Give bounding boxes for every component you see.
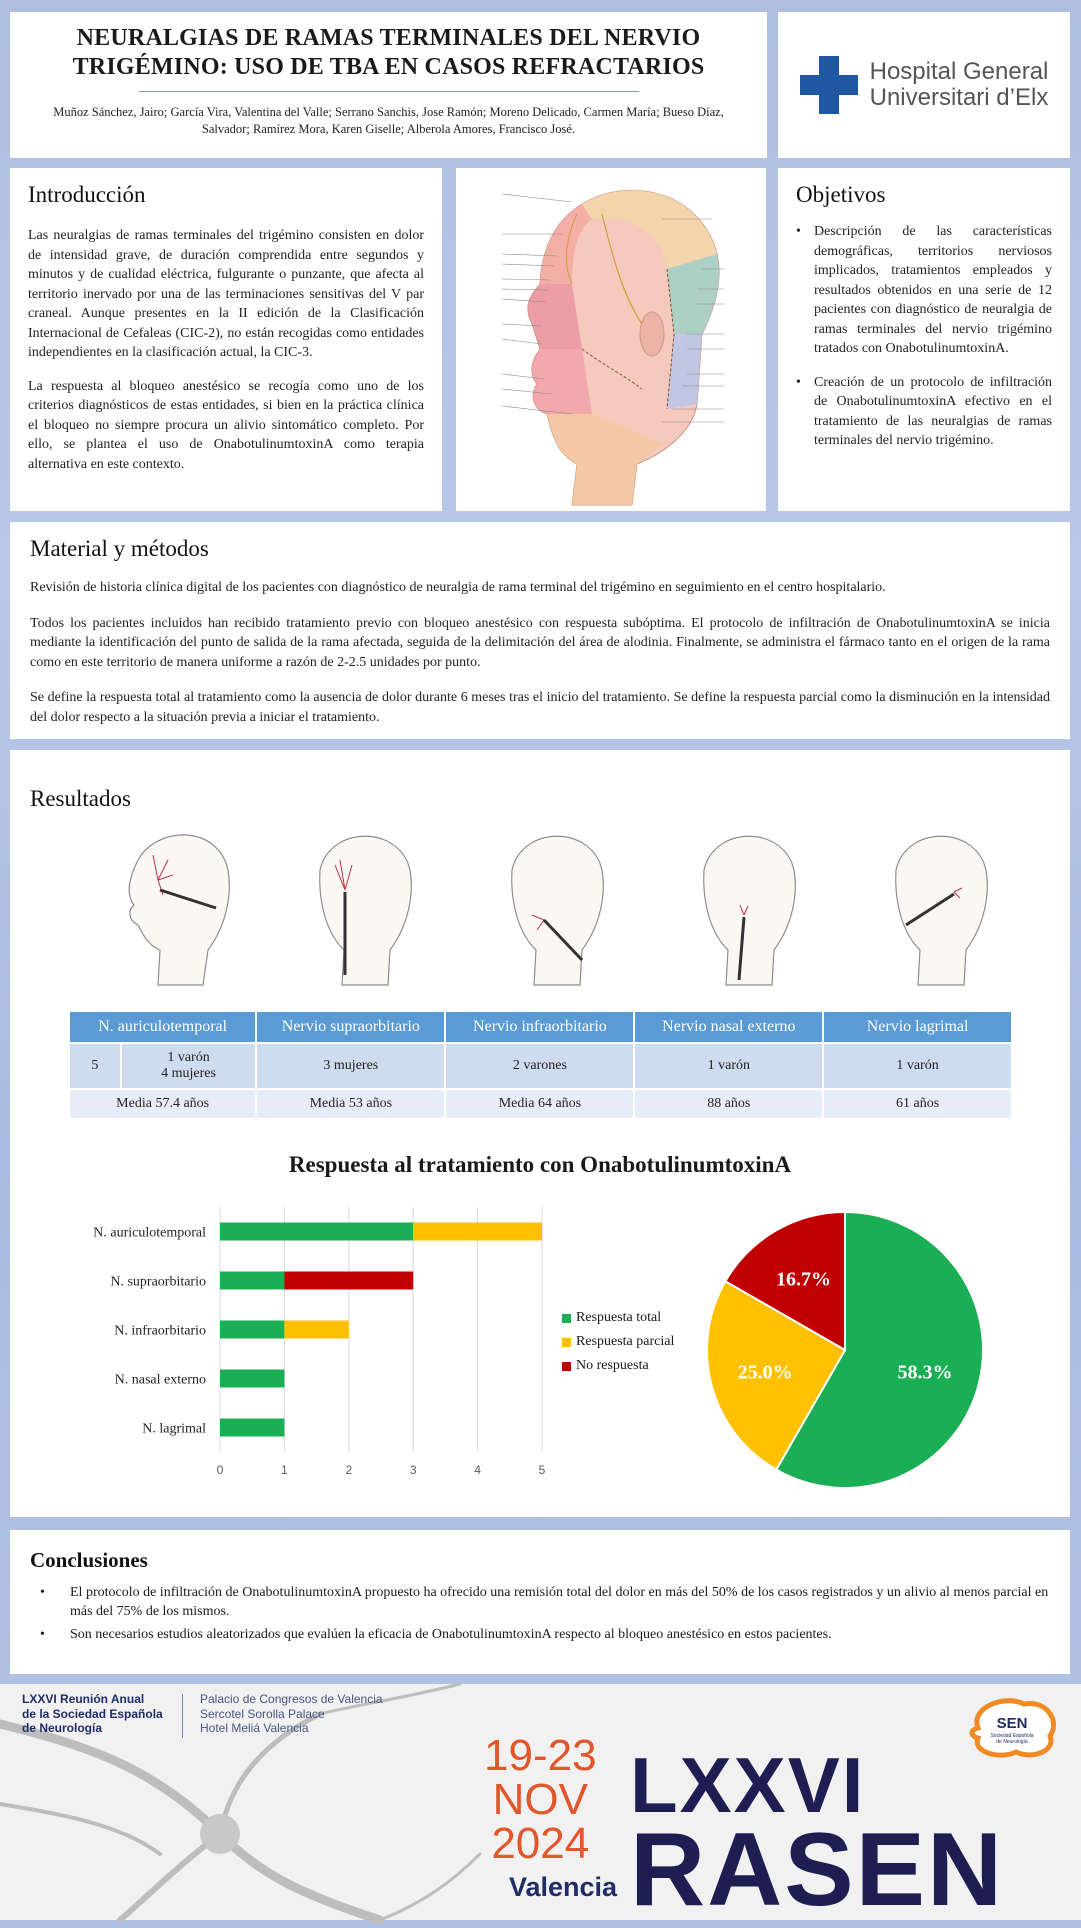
legend-item xyxy=(562,1310,674,1326)
chart-title: Respuesta al tratamiento con OnabotulinumtoxinA xyxy=(288,1152,792,1177)
title-panel xyxy=(10,12,767,158)
table-header: Nervio lagrimal xyxy=(824,1012,1011,1042)
chart-legend xyxy=(562,1310,674,1382)
intro-paragraph-2: La respuesta al bloqueo anestésico se recogía como uno de los criterios diagnósticos de estas entidades, si bien en la práctica clínica el bloqueo no siempre procura un alivio sintomático completo. Por ello, se plantea el uso de OnabotulinumtoxinA como terapia alternativa en este contexto. xyxy=(28,378,424,472)
conclusion-item: • El protocolo de infiltración de OnabotulinumtoxinA propuesto ha ofrecido una remisión total del dolor en más del 50% de los casos registrados y un alivio al menos parcial en más del 75% de los mismos. xyxy=(30,1583,1050,1621)
x-tick-label: 2 xyxy=(345,1463,353,1477)
event-dates: 19-23 xyxy=(484,1731,597,1780)
intro-paragraph-1: Las neuralgias de ramas terminales del trigémino consisten en dolor de intensidad grave, de duración comprendida entre segundos y minutos y de cualidad eléctrica, fulgurante o punzante, que afecta al territorio inervado por una de las terminaciones sensitivas del V par craneal. Aunque presentes en la II edición de la Clasificación Internacional de Cefaleas (CIC-2), no están recogidas como entidades independientes en la clasificación actual, la CIC-3. xyxy=(28,228,424,360)
x-tick-label: 3 xyxy=(409,1463,417,1477)
x-tick-label: 4 xyxy=(474,1463,481,1477)
legend-item xyxy=(562,1334,674,1350)
table-cell: Media 53 años xyxy=(257,1090,444,1118)
table-cell: Media 64 años xyxy=(446,1090,633,1118)
event-city: Valencia xyxy=(508,1872,618,1902)
y-category-label: N. infraorbitario xyxy=(114,1323,206,1339)
bar-segment xyxy=(220,1419,284,1437)
results-heading: Resultados xyxy=(30,786,131,811)
table-cell: 1 varón xyxy=(635,1044,822,1088)
pie-data-label: 58.3% xyxy=(897,1361,953,1384)
title-divider xyxy=(139,91,639,92)
y-category-label: N. lagrimal xyxy=(142,1421,206,1437)
methods-heading: Material y métodos xyxy=(30,536,209,561)
hospital-name-line2: Universitari d’Elx xyxy=(869,84,1049,111)
venue-line: Sercotel Sorolla Palace xyxy=(200,1706,325,1721)
pie-data-label: 25.0% xyxy=(737,1361,793,1384)
x-tick-label: 5 xyxy=(538,1463,546,1477)
bar-segment xyxy=(220,1370,284,1388)
table-cell: 2 varones xyxy=(446,1044,633,1088)
table-cell xyxy=(122,1044,256,1088)
legend-label: Respuesta total xyxy=(576,1310,662,1325)
response-bar-chart xyxy=(40,1195,560,1477)
conclusion-item: • Son necesarios estudios aleatorizados que evalúen la eficacia de OnabotulinumtoxinA respecto al bloqueo anestésico en estos pacientes. xyxy=(30,1625,1050,1644)
demographics-table xyxy=(68,1010,1013,1120)
response-pie-chart xyxy=(700,1205,990,1495)
face-illustration-auriculotemporal xyxy=(98,820,248,990)
legend-swatch xyxy=(562,1362,571,1371)
table-row xyxy=(70,1090,1011,1118)
table-cell: 88 años xyxy=(635,1090,822,1118)
table-cell: 5 xyxy=(70,1044,120,1088)
methods-paragraph-2: Todos los pacientes incluidos han recibido tratamiento previo con bloqueo anestésico con respuesta subóptima. El protocolo de infiltración de OnabotulinumtoxinA se inicia mediante la identificación del punto de salida de la rama afectada, seguida de la delimitación del área de alodinia. Finalmente, se administra el fármaco tanto en el origen de la rama como en este territorio de manera uniforme a razón de 2-2.5 unidades por punto. xyxy=(30,615,1050,670)
table-header: Nervio nasal externo xyxy=(635,1012,822,1042)
y-category-label: N. supraorbitario xyxy=(110,1274,206,1290)
event-year: 2024 xyxy=(491,1819,590,1868)
bar-segment xyxy=(220,1321,284,1339)
face-illustration-infraorbital xyxy=(482,820,632,990)
methods-paragraph-1: Revisión de historia clínica digital de los pacientes con diagnóstico de neuralgia de rama terminal del trigémino en seguimiento en el centro hospitalario. xyxy=(30,580,886,595)
sen-logo-subtext: Sociedad Española xyxy=(990,1733,1034,1739)
venue-line: Hotel Meliá Valencia xyxy=(200,1721,309,1735)
sex-line: 1 varón xyxy=(167,1050,210,1065)
methods-section xyxy=(10,522,1070,739)
results-section xyxy=(10,750,1070,1517)
event-edition: LXXVI xyxy=(630,1741,866,1829)
table-cell: 61 años xyxy=(824,1090,1011,1118)
org-line: de la Sociedad Española xyxy=(22,1706,163,1721)
footer-divider xyxy=(182,1694,183,1738)
x-tick-label: 0 xyxy=(216,1463,224,1477)
methods-paragraph-3: Se define la respuesta total al tratamiento como la ausencia de dolor durante 6 meses tras el inicio del tratamiento. Se define la respuesta parcial como la disminución en la intensidad del dolor respecto a la situación previa a iniciar el tratamiento. xyxy=(30,690,1050,725)
table-header: N. auriculotemporal xyxy=(70,1012,255,1042)
legend-item xyxy=(562,1358,674,1374)
sen-logo-text: SEN xyxy=(996,1715,1028,1732)
hospital-logo xyxy=(778,12,1070,158)
event-name: RASEN xyxy=(630,1812,1005,1928)
legend-label: No respuesta xyxy=(576,1358,649,1373)
org-line: LXXVI Reunión Anual xyxy=(22,1692,145,1706)
anatomy-illustration xyxy=(456,168,766,511)
sex-line: 4 mujeres xyxy=(161,1066,216,1081)
table-header-row xyxy=(70,1012,1011,1042)
y-category-label: N. auriculotemporal xyxy=(93,1225,206,1241)
event-month: NOV xyxy=(492,1775,588,1824)
table-header: Nervio infraorbitario xyxy=(446,1012,633,1042)
y-category-label: N. nasal externo xyxy=(114,1372,206,1388)
cross-icon xyxy=(800,56,858,114)
intro-heading: Introducción xyxy=(28,182,146,207)
venue-line: Palacio de Congresos de Valencia xyxy=(200,1692,383,1706)
legend-swatch xyxy=(562,1338,571,1347)
bar-segment xyxy=(413,1223,542,1241)
face-illustration-nasal-externo xyxy=(674,820,824,990)
objective-item: • Creación de un protocolo de infiltración de OnabotulinumtoxinA efectivo en el tratamiento de las neuralgias de ramas terminales del nervio trigémino. xyxy=(796,373,1052,451)
bar-segment xyxy=(284,1321,348,1339)
legend-swatch xyxy=(562,1314,571,1323)
table-cell: Media 57.4 años xyxy=(70,1090,255,1118)
hospital-name-line1: Hospital General xyxy=(869,58,1049,85)
objectives-section xyxy=(778,168,1070,511)
objectives-heading: Objetivos xyxy=(796,182,886,207)
face-illustration-lagrimal xyxy=(866,820,1016,990)
head-nerve-diagram xyxy=(462,174,760,505)
table-row xyxy=(70,1044,1011,1088)
authors: Muñoz Sánchez, Jairo; García Vira, Valentina del Valle; Serrano Sanchis, Jose Ramón; Moreno Delicado, Carmen María; Bueso Díaz, Salvador; Ramírez Mora, Karen Giselle; Alberola Amores, Francisco José. xyxy=(53,105,724,136)
org-line: de Neurología xyxy=(22,1721,103,1735)
bar-segment xyxy=(284,1272,413,1290)
face-illustration-supraorbital xyxy=(290,820,440,990)
conclusions-heading: Conclusiones xyxy=(30,1548,148,1572)
pie-data-label: 16.7% xyxy=(776,1268,832,1291)
conclusions-section xyxy=(10,1530,1070,1674)
bar-segment xyxy=(220,1272,284,1290)
bar-segment xyxy=(220,1223,413,1241)
table-cell: 1 varón xyxy=(824,1044,1011,1088)
poster-title: NEURALGIAS DE RAMAS TERMINALES DEL NERVIO TRIGÉMINO: USO DE TBA EN CASOS REFRACTARIOS xyxy=(72,25,705,80)
x-tick-label: 1 xyxy=(281,1463,288,1477)
sen-logo-subtext: de Neurología xyxy=(996,1739,1028,1745)
intro-section xyxy=(10,168,442,511)
table-header: Nervio supraorbitario xyxy=(257,1012,444,1042)
objective-item: • Descripción de las características demográficas, territorios nerviosos implicados, tratamientos empleados y resultados obtenidos en una serie de 12 pacientes con diagnóstico de neuralgia de ramas terminales del nervio trigémino tratados con OnabotulinumtoxinA. xyxy=(796,222,1052,359)
sen-logo xyxy=(964,1698,1060,1758)
table-cell: 3 mujeres xyxy=(257,1044,444,1088)
legend-label: Respuesta parcial xyxy=(576,1334,675,1349)
conference-footer xyxy=(0,1684,1081,1928)
